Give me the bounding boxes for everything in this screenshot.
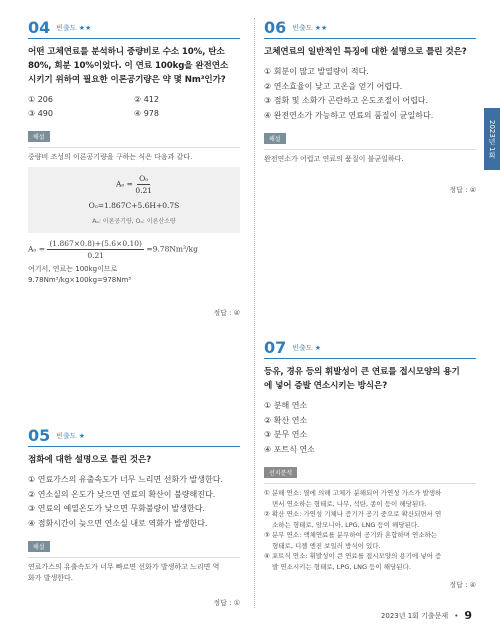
explanation-line: ③ 분무 연소: 액체연료를 분무하여 공기와 혼합하며 연소하는 xyxy=(264,531,438,539)
question-line: 에 넣어 증발 연소시키는 방식은? xyxy=(264,381,388,391)
formula-air xyxy=(36,173,232,196)
question-line: 80%, 회분 10%이었다. 이 연료 100kg을 완전연소 xyxy=(28,61,229,71)
difficulty-label: 빈출도 ★★ xyxy=(292,24,328,32)
question-header xyxy=(28,428,240,444)
explanation-line: 연료가스의 유출속도가 너무 빠르면 선화가 발생하고 느리면 역 xyxy=(28,563,220,571)
explanation-tag: 해설 xyxy=(28,131,50,142)
option-list xyxy=(28,93,240,121)
footer-bullet: • xyxy=(454,611,459,620)
answer-label: 정답 : ④ xyxy=(213,309,240,317)
page-number: 9 xyxy=(464,609,472,622)
question-number: 04 xyxy=(28,18,51,37)
fraction xyxy=(47,238,144,261)
option[interactable]: ④ 포트식 연소 xyxy=(264,444,315,454)
difficulty-label: 빈출도 ★★ xyxy=(56,24,92,32)
question-05 xyxy=(28,428,240,608)
explanation-tag: 해설 xyxy=(28,541,50,552)
question-line: 어떤 고체연료를 분석하니 중량비로 수소 10%, 탄소 xyxy=(28,47,225,57)
question-header xyxy=(264,340,476,356)
option[interactable]: ④ 점화시간이 늦으면 연소실 내로 역화가 발생한다. xyxy=(28,518,208,528)
question-text: 점화에 대한 설명으로 틀린 것은? xyxy=(28,455,152,465)
numerator: (1.867×0.8)+(5.6×0.10) xyxy=(49,239,142,248)
question-number: 06 xyxy=(264,18,287,37)
option[interactable]: ① 분해 연소 xyxy=(264,401,308,410)
option[interactable]: ④ 978 xyxy=(134,109,159,118)
option[interactable]: ② 확산 연소 xyxy=(264,415,308,425)
denominator: 0.21 xyxy=(87,251,105,260)
explanation-line: 여기서, 연료는 100kg이므로 xyxy=(28,265,118,273)
option[interactable]: ① 206 xyxy=(28,95,53,104)
question-07 xyxy=(264,340,476,590)
explanation xyxy=(28,557,240,584)
question-line: 시키기 위하여 필요한 이론공기량은 약 몇 Nm³인가? xyxy=(28,75,226,85)
question-number: 05 xyxy=(28,426,51,445)
option-list xyxy=(28,473,240,531)
explanation-intro: 중량비 조성의 이론공기량을 구하는 식은 다음과 같다. xyxy=(28,153,193,161)
header-rule xyxy=(264,358,476,359)
formula-lhs: Aₒ = xyxy=(28,244,45,254)
formula-box xyxy=(28,167,240,233)
question-06 xyxy=(264,20,476,195)
option[interactable]: ① 연료가스의 유출속도가 너무 느리면 선화가 발생한다. xyxy=(28,475,223,484)
explanation-line: ② 확산 연소: 가연성 기체나 증기가 공기 중으로 확산되면서 연 xyxy=(264,510,442,518)
option[interactable]: ③ 490 xyxy=(28,109,53,118)
explanation-line: 발 연소시키는 형태로, LPG, LNG 등이 해당된다. xyxy=(272,562,411,571)
formula-calc xyxy=(28,238,240,261)
question-04 xyxy=(28,20,240,318)
header-rule xyxy=(264,38,476,39)
answer-label: 정답 : ④ xyxy=(449,186,476,194)
option[interactable]: ③ 분무 연소 xyxy=(264,430,308,439)
formula-result: =9.78Nm³/kg xyxy=(146,244,198,254)
explanation xyxy=(28,147,240,286)
option[interactable]: ② 연소실의 온도가 낮으면 연료의 확산이 불량해진다. xyxy=(28,489,216,499)
question-text xyxy=(28,45,240,87)
option[interactable]: ② 연소효율이 낮고 고온을 얻기 어렵다. xyxy=(264,81,403,91)
explanation-line: 화가 발생한다. xyxy=(28,574,74,582)
question-header xyxy=(264,20,476,36)
option[interactable]: ② 412 xyxy=(134,95,159,104)
column-divider xyxy=(254,18,255,608)
explanation-line: 소하는 형태로, 암모니아, LPG, LNG 등이 해당된다. xyxy=(272,520,420,529)
option[interactable]: ④ 완전연소가 가능하고 연료의 품질이 균일하다. xyxy=(264,110,434,120)
formula-note: Aₒ: 이론공기량, Oₒ: 이론산소량 xyxy=(92,218,176,225)
page-footer xyxy=(381,609,472,622)
option-list xyxy=(264,65,476,123)
explanation-tag: 선지분석 xyxy=(264,467,297,478)
explanation-line: 형태로, 디젤 엔진 보일러 방식이 있다. xyxy=(272,541,381,550)
numerator: Oₒ xyxy=(139,174,149,183)
explanation-line: ④ 포트식 연소: 휘발성이 큰 연료를 접시모양의 용기에 넣어 증 xyxy=(264,552,442,560)
formula-oxygen: Oₒ=1.867C+5.6H+0.7S xyxy=(88,201,180,210)
option[interactable]: ① 회분이 많고 발열량이 적다. xyxy=(264,67,369,76)
answer-label: 정답 : ④ xyxy=(449,581,476,589)
explanation-line: ① 분해 연소: 열에 의해 고체가 분해되어 가연성 가스가 발생하 xyxy=(264,489,442,497)
question-number: 07 xyxy=(264,338,287,357)
option[interactable]: ③ 연료의 예열온도가 낮으면 무화불량이 발생한다. xyxy=(28,504,205,513)
header-rule xyxy=(28,446,240,447)
denominator: 0.21 xyxy=(135,186,153,195)
explanation xyxy=(264,149,476,165)
fraction xyxy=(135,173,152,196)
explanation-line: 면서 연소하는 형태로, 나무, 석탄, 종이 등이 해당된다. xyxy=(272,499,427,508)
question-text xyxy=(264,365,476,393)
explanation-line: 완전연소가 어렵고 연료의 품질이 불균일하다. xyxy=(264,155,404,163)
header-rule xyxy=(28,38,240,39)
answer-label: 정답 : ① xyxy=(213,599,240,607)
option[interactable]: ③ 점화 및 소화가 곤란하고 온도조절이 어렵다. xyxy=(264,96,429,105)
formula-lhs: Aₒ = xyxy=(115,179,133,189)
question-header xyxy=(28,20,240,36)
option-list xyxy=(264,399,476,457)
explanation-line: 9.78Nm³/kg×100kg=978Nm³ xyxy=(28,276,132,284)
difficulty-label: 빈출도 ★ xyxy=(56,432,86,440)
question-text: 고체연료의 일반적인 특징에 대한 설명으로 틀린 것은? xyxy=(264,47,467,57)
footer-text: 2023년 1회 기출문제 xyxy=(380,611,449,620)
explanation-tag: 해설 xyxy=(264,133,286,144)
difficulty-label: 빈출도 ★ xyxy=(292,344,322,352)
question-line: 등유, 경유 등의 휘발성이 큰 연료를 접시모양의 용기 xyxy=(264,367,460,377)
explanation xyxy=(264,483,476,572)
side-tab: 2023년 1회 xyxy=(484,108,500,170)
